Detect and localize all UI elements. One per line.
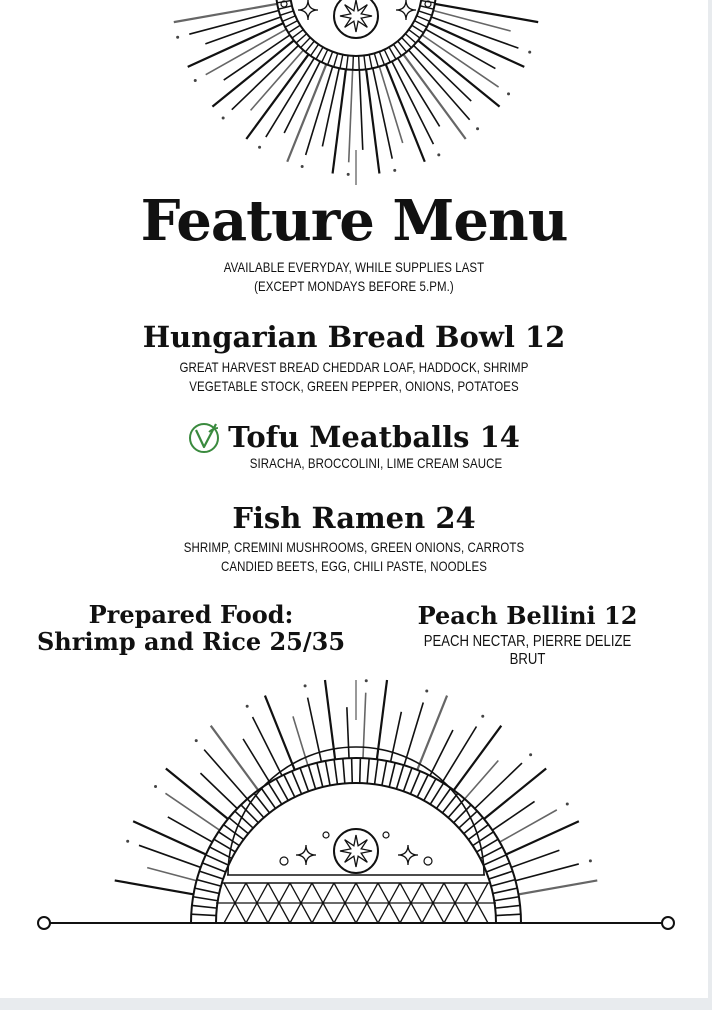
availability-line-2: (EXCEPT MONDAYS BEFORE 5.PM.) (254, 278, 454, 294)
dish-description-line: SHRIMP, CREMINI MUSHROOMS, GREEN ONIONS, CARROTS (183, 539, 525, 555)
dish-description-line: CANDIED BEETS, EGG, CHILI PASTE, NOODLES (221, 558, 487, 574)
dish-description-line: GREAT HARVEST BREAD CHEDDAR LOAF, HADDOCK, SHRIMP (179, 359, 529, 375)
page-edge (708, 0, 712, 1010)
dish-description-line: VEGETABLE STOCK, GREEN PEPPER, ONIONS, POTATOES (189, 378, 519, 394)
dish-description-line: SIRACHA, BROCCOLINI, LIME CREAM SAUCE (249, 455, 503, 471)
drink-name-peach-bellini: Peach Bellini 12 (417, 601, 638, 630)
vegan-v-icon (188, 420, 222, 454)
dish-name-hungarian-bread-bowl: Hungarian Bread Bowl 12 (142, 320, 566, 354)
dish-name-fish-ramen: Fish Ramen 24 (232, 501, 476, 535)
prepared-food-block (36, 601, 346, 655)
drink-description: PEACH NECTAR, PIERRE DELIZE BRUT (423, 633, 632, 668)
bottom-sunburst-ornament (0, 670, 708, 970)
page-title: Feature Menu (140, 188, 568, 254)
dish-name-tofu-meatballs: Tofu Meatballs 14 (228, 420, 520, 454)
prepared-food-label: Prepared Food: (88, 600, 294, 629)
tofu-meatballs-row (0, 420, 708, 454)
top-sunburst-ornament (0, 0, 708, 200)
availability-line-1: AVAILABLE EVERYDAY, WHILE SUPPLIES LAST (223, 259, 485, 275)
prepared-food-item: Shrimp and Rice 25/35 (36, 627, 346, 656)
